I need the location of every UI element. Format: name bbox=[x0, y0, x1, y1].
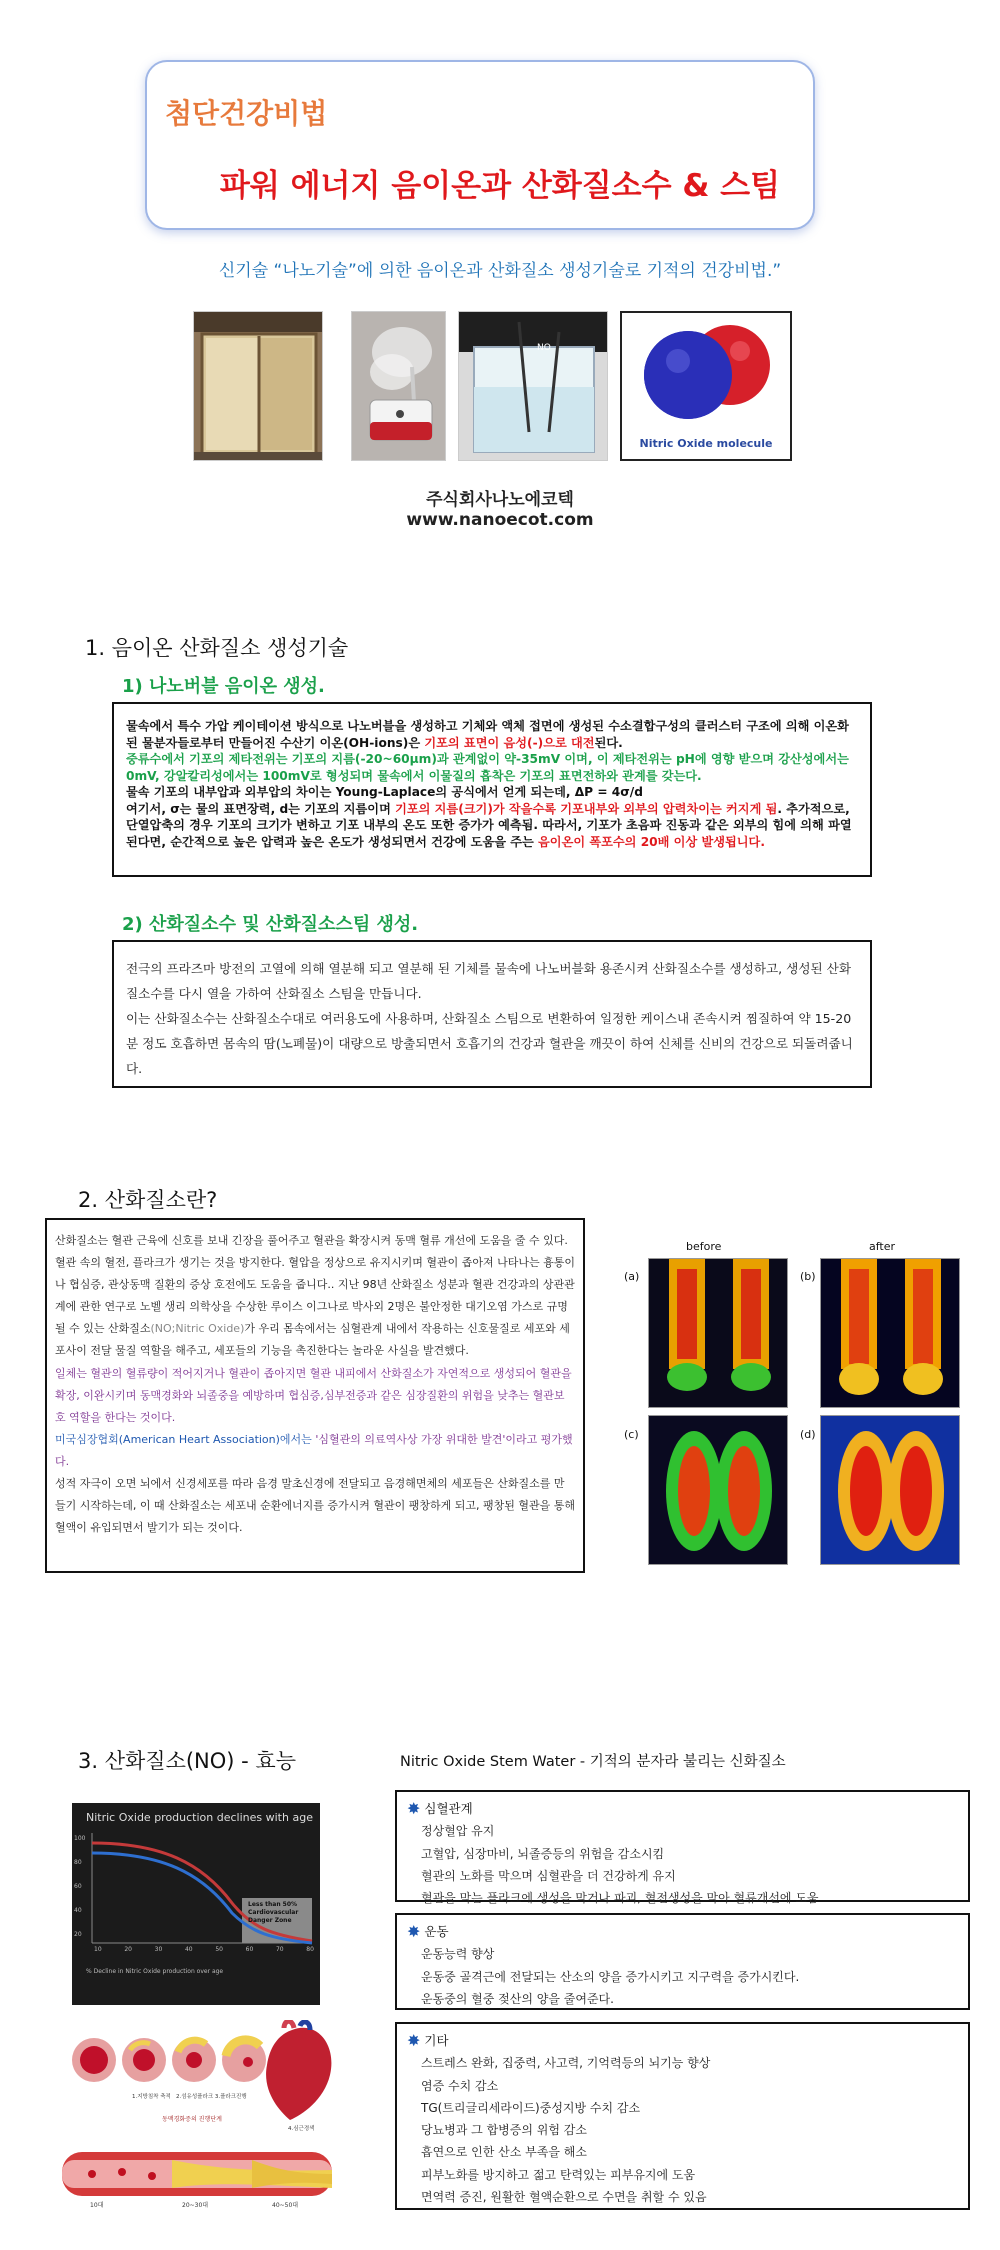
effect-item: 운동중 골격근에 전달되는 산소의 양을 증가시키고 지구력을 증가시킨다. bbox=[421, 1969, 800, 1984]
thermo-label-a: (a) bbox=[624, 1270, 640, 1283]
danger-zone-label: Less than 50% Cardiovascular Danger Zone bbox=[248, 1901, 299, 1924]
nitric-water-box bbox=[112, 940, 872, 1088]
effect-item: 면역력 증진, 원활한 혈액순환으로 수면을 취할 수 있음 bbox=[421, 2190, 707, 2205]
effect-item: 혈관을 막는 플라크에 생성을 막거나 파괴, 혈전생성을 막아 혈류개선에 도움 bbox=[421, 1891, 819, 1906]
box1-text-4c: . 추가적으로, 단열압축의 경우 기포의 크기가 변하고 기포 내부의 온도 또한 증가가 예측됨. 따라서, 기포가 초음파 진동과 같은 외부의 힘에 의해 파열 된다면, 순간적으로 높은 압력과 높은 온도가 생성되면서 건강에 도움을 주는 bbox=[126, 801, 852, 849]
category-title: 첨단건강비법 bbox=[165, 97, 328, 130]
y-tick-60: 60 bbox=[74, 1883, 82, 1890]
effect-item: 운동중의 혈중 젖산의 양을 줄여준다. bbox=[421, 1991, 614, 2006]
artery-stage-label-4: 4.심근경색 bbox=[288, 2126, 315, 2132]
artery-tube-illustration bbox=[62, 2142, 332, 2212]
y-tick-100: 100 bbox=[74, 1835, 86, 1842]
effect-head-label: 기타 bbox=[424, 2033, 449, 2048]
section1-sub1: 1) 나노버블 음이온 생성. bbox=[122, 676, 325, 697]
section1-sub2: 2) 산화질소수 및 산화질소스팀 생성. bbox=[122, 914, 419, 935]
y-tick-40: 40 bbox=[74, 1907, 82, 1914]
effect-head-label: 운동 bbox=[424, 1924, 449, 1939]
x-tick: 30 bbox=[154, 1946, 163, 1953]
x-tick: 60 bbox=[245, 1946, 254, 1953]
effect-item: 당뇨병과 그 합병증의 위험 감소 bbox=[421, 2123, 587, 2138]
effect-item: 흡연으로 인한 산소 부족을 해소 bbox=[421, 2145, 587, 2160]
box1-formula-text: 물속 기포의 내부압과 외부압의 차이는 Young-Laplace의 공식에서 얻게 되는데, ΔP = 4σ/d bbox=[126, 785, 643, 799]
def-text-4: 성적 자극이 오면 뇌에서 신경세포를 따라 음경 말초신경에 전달되고 음경해면체의 세포들은 산화질소를 만들기 시작하는데, 이 때 산화질소는 세포내 순환에너지를 증가시켜 혈관이 팽창하게 되고, 팽창된 혈관을 통해 혈액이 유입되면서 발기가 되는 것이다. bbox=[55, 1477, 575, 1535]
x-tick: 10 bbox=[94, 1946, 102, 1953]
steam-device-photo bbox=[351, 311, 446, 461]
cardiovascular-effect-box bbox=[395, 1790, 970, 1906]
subtitle: 신기술 “나노기술”에 의한 음이온과 산화질소 생성기술로 기적의 건강비법.” bbox=[218, 261, 782, 281]
nitric-water-photo bbox=[458, 311, 608, 461]
thermo-image-a bbox=[648, 1258, 788, 1408]
box1-highlight-2: 기포의 지름(크기)가 작을수록 기포내부와 외부의 압력차이는 커지게 됨 bbox=[395, 801, 778, 816]
star-icon: ✸ bbox=[407, 1799, 421, 1819]
y-tick-20: 20 bbox=[74, 1931, 82, 1938]
section3-title: 3. 산화질소(NO) - 효능 bbox=[78, 1749, 296, 1773]
star-icon: ✸ bbox=[407, 2031, 421, 2051]
def-text-2: 일체는 혈관의 혈류량이 적어지거나 혈관이 좁아지면 혈관 내피에서 산화질소가 자연적으로 생성되어 혈관을 확장, 이완시키며 동맥경화와 뇌졸중을 예방하며 협심증,심부전증과 같은 심장질환의 위험을 낮추는 혈관보호 역할을 한다는 것이다. bbox=[55, 1366, 572, 1424]
age-label-10: 10대 bbox=[90, 2202, 104, 2209]
company-name: 주식회사나노에코텍 bbox=[426, 490, 574, 510]
nitric-oxide-molecule-image bbox=[620, 311, 792, 461]
effect-item: 스트레스 완화, 집중력, 사고력, 기억력등의 뇌기능 향상 bbox=[421, 2056, 711, 2071]
effect-item: 고혈압, 심장마비, 뇌졸증등의 위험을 감소시킴 bbox=[421, 1846, 665, 1861]
nitric-oxide-definition-box bbox=[45, 1218, 585, 1573]
thermo-label-b: (b) bbox=[800, 1270, 816, 1283]
thermo-label-d: (d) bbox=[800, 1428, 816, 1441]
def-text-1b: 가 우리 몸속에서는 심혈관계 내에서 작용하는 신호물질로 세포와 세포사이 전달 물질 역할을 해주고, 세포들의 기능을 촉진한다는 놀라운 사실을 발견했다. bbox=[55, 1322, 570, 1358]
effect-head-exercise bbox=[407, 1921, 958, 1943]
steam-booth-photo bbox=[193, 311, 323, 461]
chart-title: Nitric Oxide production declines with age bbox=[86, 1811, 313, 1824]
thermo-label-c: (c) bbox=[624, 1428, 639, 1441]
box1-text-1: 물속에서 특수 가압 케이테이션 방식으로 나노버블을 생성하고 기체와 액체 접면에 생성된 수소결합구성의 클러스터 구조에 의해 이온화된 물분자들로부터 만들어진 수산기 이온(OH-ions)은 bbox=[126, 719, 849, 750]
exercise-effect-box bbox=[395, 1913, 970, 2010]
box1-text-4a: 여기서, σ는 물의 표면장력, d는 기포의 지름이며 bbox=[126, 801, 396, 816]
thermo-image-b bbox=[820, 1258, 960, 1408]
box2-text-2: 이는 산화질소수는 산화질소수대로 여러용도에 사용하며, 산화질소 스팀으로 변환하여 일정한 케이스내 존속시켜 찜질하여 약 15-20분 정도 호흡하면 몸속의 땀(노폐물)이 대량으로 방출되면서 호흡기의 건강과 혈관을 깨끗이 하여 신체를 신비의 건강으로 되돌려줍니다. bbox=[126, 1011, 853, 1076]
x-tick: 40 bbox=[184, 1946, 193, 1953]
effect-head-cardio bbox=[407, 1798, 958, 1820]
artery-progression-illustration bbox=[52, 2020, 340, 2138]
def-text-1: 산화질소는 혈관 근육에 신호를 보내 긴장을 풀어주고 혈관을 확장시켜 동맥 혈류 개선에 도움을 줄 수 있다. 혈관 속의 혈전, 플라크가 생기는 것을 방지한다. 혈압을 정상으로 유지시키며 혈관이 좁아져 나타나는 흉통이나 협심증, 관상동맥 질환의 증상 호전에도 도움을 줍니다.. 지난 98년 산화질소 성분과 혈관 건강과의 상관관계에 관한 연구로 노벨 생리 의학상을 수상한 루이스 이그나로 박사외 2명은 불안정한 대기오염 가스로 규명될 수 있는 산화질소 bbox=[55, 1234, 575, 1336]
effect-item: 피부노화를 방지하고 젊고 탄력있는 피부유지에 도움 bbox=[421, 2167, 696, 2182]
x-tick: 70 bbox=[275, 1946, 284, 1953]
effect-head-label: 심혈관계 bbox=[424, 1801, 473, 1816]
artery-stage-label-2: 2.섬유성플라크 3.플라크진행 bbox=[176, 2094, 247, 2100]
thermo-image-d bbox=[820, 1415, 960, 1565]
effect-item: 정상혈압 유지 bbox=[421, 1824, 495, 1839]
box1-highlight-1: 기포의 표면이 음성(-)으로 대전 bbox=[424, 735, 595, 750]
box1-text-1c: 된다. bbox=[594, 735, 623, 750]
chart-footer: % Decline in Nitric Oxide production over age bbox=[86, 1968, 224, 1975]
molecule-caption: Nitric Oxide molecule bbox=[639, 437, 773, 450]
def-text-3b: '심혈관의 의료역사상 가장 위대한 발견' bbox=[315, 1432, 506, 1446]
y-tick-80: 80 bbox=[74, 1859, 82, 1866]
other-effect-box bbox=[395, 2022, 970, 2210]
before-label: before bbox=[686, 1240, 722, 1253]
def-text-3a: 미국심장협회(American Heart Association)에서는 bbox=[55, 1432, 316, 1446]
page-title: 파워 에너지 음이온과 산화질소수 & 스팀 bbox=[219, 168, 781, 204]
box1-highlight-3: 음이온이 폭포수의 20배 이상 발생됩니다. bbox=[538, 834, 765, 849]
thermo-image-c bbox=[648, 1415, 788, 1565]
def-text-gray: (NO;Nitric Oxide) bbox=[150, 1322, 245, 1336]
artery-caption: 동맥경화증의 진행단계 bbox=[162, 2116, 222, 2123]
no-decline-chart bbox=[72, 1803, 320, 2005]
box1-zeta-text: 중류수에서 기포의 제타전위는 기포의 지름(-20~60μm)과 관계없이 약-35mV 이며, 이 제타전위는 pH에 영향 받으며 강산성에서는 0mV, 강알칼리성에서는 100mV로 형성되며 물속에서 이물질의 흡착은 기포의 표면전하와 관계를 갖는다. bbox=[126, 752, 849, 783]
age-label-40-50: 40~50대 bbox=[272, 2202, 299, 2209]
x-tick: 50 bbox=[215, 1946, 223, 1953]
effect-item: 운동능력 향상 bbox=[421, 1947, 495, 1962]
section2-title: 2. 산화질소란? bbox=[78, 1188, 218, 1212]
age-label-20-30: 20~30대 bbox=[182, 2202, 209, 2209]
box2-text-1: 전극의 프라즈마 방전의 고열에 의해 열분해 되고 열분해 된 기체를 물속에 나노버블화 용존시켜 산화질소수를 생성하고, 생성된 산화질소수를 다시 열을 가하여 산화질소 스팀을 만듭니다. bbox=[126, 961, 851, 1001]
after-label: after bbox=[869, 1240, 896, 1253]
section3-right-title: Nitric Oxide Stem Water - 기적의 분자라 불리는 신화질소 bbox=[400, 1754, 786, 1770]
section1-title: 1. 음이온 산화질소 생성기술 bbox=[85, 636, 349, 660]
effect-head-other bbox=[407, 2030, 958, 2052]
x-tick: 20 bbox=[124, 1946, 132, 1953]
no-label: NO bbox=[537, 343, 551, 353]
effect-item: TG(트리글리세라이드)중성지방 수치 감소 bbox=[421, 2100, 641, 2115]
effect-item: 혈관의 노화를 막으며 심혈관을 더 건강하게 유지 bbox=[421, 1868, 676, 1883]
star-icon: ✸ bbox=[407, 1922, 421, 1942]
x-tick: 80 bbox=[306, 1946, 314, 1953]
x-ticks bbox=[94, 1946, 314, 1953]
effect-item: 염증 수치 감소 bbox=[421, 2078, 499, 2093]
def-text-3c: 이라고 평가했다. bbox=[55, 1432, 573, 1468]
artery-stage-label-1: 1.지방침착 축적 bbox=[132, 2094, 171, 2100]
nanobubble-box bbox=[112, 702, 872, 877]
company-block bbox=[380, 490, 620, 530]
company-url[interactable]: www.nanoecot.com bbox=[406, 510, 594, 530]
